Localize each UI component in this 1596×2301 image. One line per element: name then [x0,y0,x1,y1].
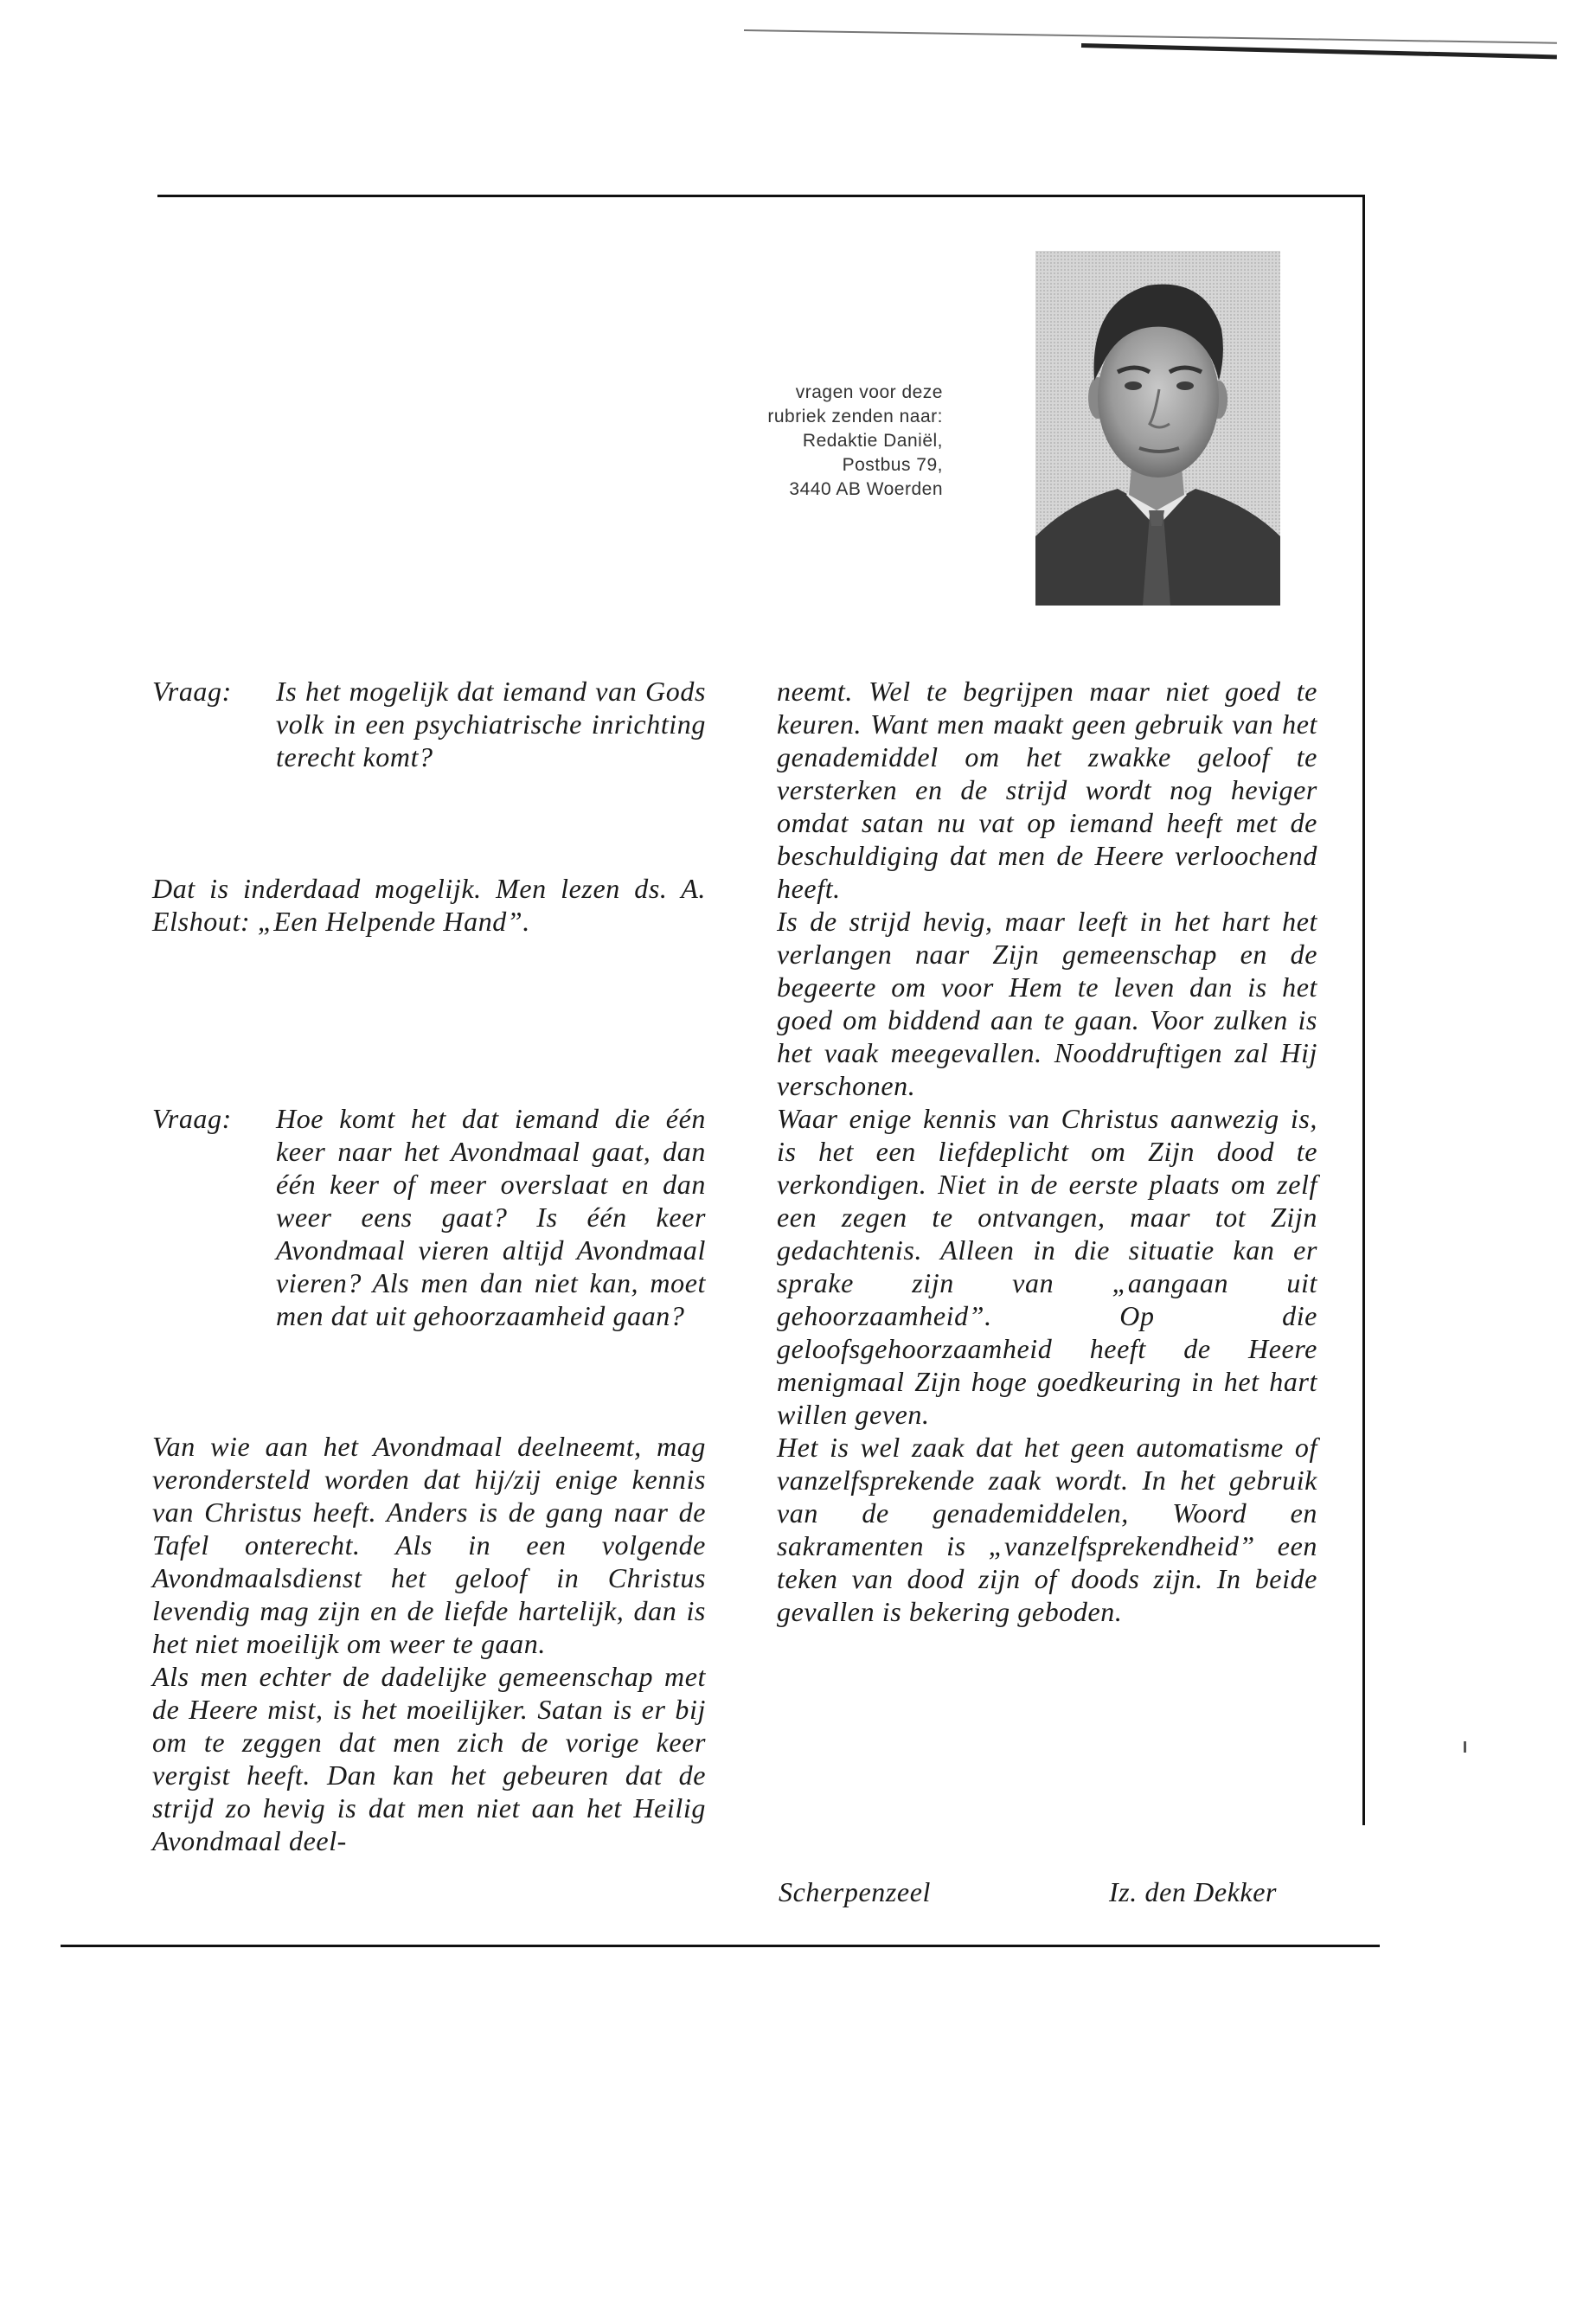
frame-border-top [157,195,1364,197]
answer-2-paragraph: Van wie aan het Avondmaal deelneemt, mag verondersteld worden dat hij/zij enige kennis van Christus heeft. Anders is de gang naar de Tafel onterecht. Als in een volgende Avondmaalsdienst het geloof in Christus levendig mag zijn en de liefde hartelijk, dan is het niet moeilijk om weer te gaan. [152,1431,706,1659]
portrait-photo-icon [1035,251,1280,606]
question-1 [152,675,706,773]
right-column [777,675,1317,1628]
answer-2-paragraph: Als men echter de dadelijke gemeenschap met de Heere mist, is het moeilijker. Satan is er bij om te zeggen dat men zich de vorige keer vergist heeft. Dan kan het gebeuren dat de strijd zo hevig is dat men niet aan het Heilig Avondmaal deel- [152,1661,706,1856]
question-label: Vraag: [152,676,232,707]
signature-author: Iz. den Dekker [1109,1876,1278,1907]
answer-1: Dat is inderdaad mogelijk. Men lezen ds. A. Elshout: „Een Helpende Hand”. [152,873,706,937]
answer-2-paragraph: Is de strijd hevig, maar leeft in het hart het verlangen naar Zijn gemeenschap en de begeerte om voor Hem te leven dan is het goed om biddend aan te gaan. Voor zulken is het vaak meegevallen. Nooddruftigen zal Hij verschonen. [777,906,1317,1101]
author-portrait-photo [1035,251,1280,606]
scan-edge-line-dark [1081,43,1557,59]
address-line: rubriek zenden naar: [767,407,943,426]
signature-place: Scherpenzeel [779,1876,932,1907]
scan-edge-line [744,29,1557,44]
frame-border-bottom [61,1945,1380,1947]
submission-address [666,381,943,502]
question-2 [152,1102,706,1332]
answer-2-paragraph: Waar enige kennis van Christus aanwezig is, is het een liefdeplicht om Zijn dood te verkondigen. Niet in de eerste plaats om zelf een zegen te ontvangen, maar tot Zijn gedachtenis. Alleen in die situatie kan er sprake zijn van „aangaan uit gehoorzaamheid”. Op die geloofsgehoorzaamheid heeft de Heere menigmaal Zijn hoge goedkeuring in het hart willen geven. [777,1103,1317,1430]
question-label: Vraag: [152,1103,232,1134]
address-line: 3440 AB Woerden [789,479,943,499]
answer-2-paragraph: Het is wel zaak dat het geen automatisme of vanzelfsprekende zaak wordt. In het gebruik van de genademiddelen, Woord en sakramenten is „vanzelfsprekendheid” een teken van dood zijn of doods zijn. In beide gevallen is bekering geboden. [777,1432,1317,1627]
address-line: Redaktie Daniël, [802,431,943,451]
address-line: Postbus 79, [842,455,943,475]
question-text: Hoe komt het dat iemand die één keer naar het Avondmaal gaat, dan één keer of meer overslaat en dan weer eens gaat? Is één keer Avondmaal vieren altijd Avondmaal vieren? Als men dan niet kan, moet men dat uit gehoorzaamheid gaan? [276,1103,706,1331]
frame-border-right [1362,195,1365,1825]
answer-2-paragraph: neemt. Wel te begrijpen maar niet goed te keuren. Want men maakt geen gebruik van het genademiddel om het zwakke geloof te versterken en de strijd wordt nog heviger omdat satan nu vat op iemand heeft met de beschuldiging dat men de Heere verloochend heeft. [777,676,1317,904]
address-line: vragen voor deze [795,382,943,402]
question-text: Is het mogelijk dat iemand van Gods volk in een psychiatrische inrichting terecht komt? [276,676,706,772]
scan-speck [1464,1741,1466,1753]
left-column [152,675,706,1857]
